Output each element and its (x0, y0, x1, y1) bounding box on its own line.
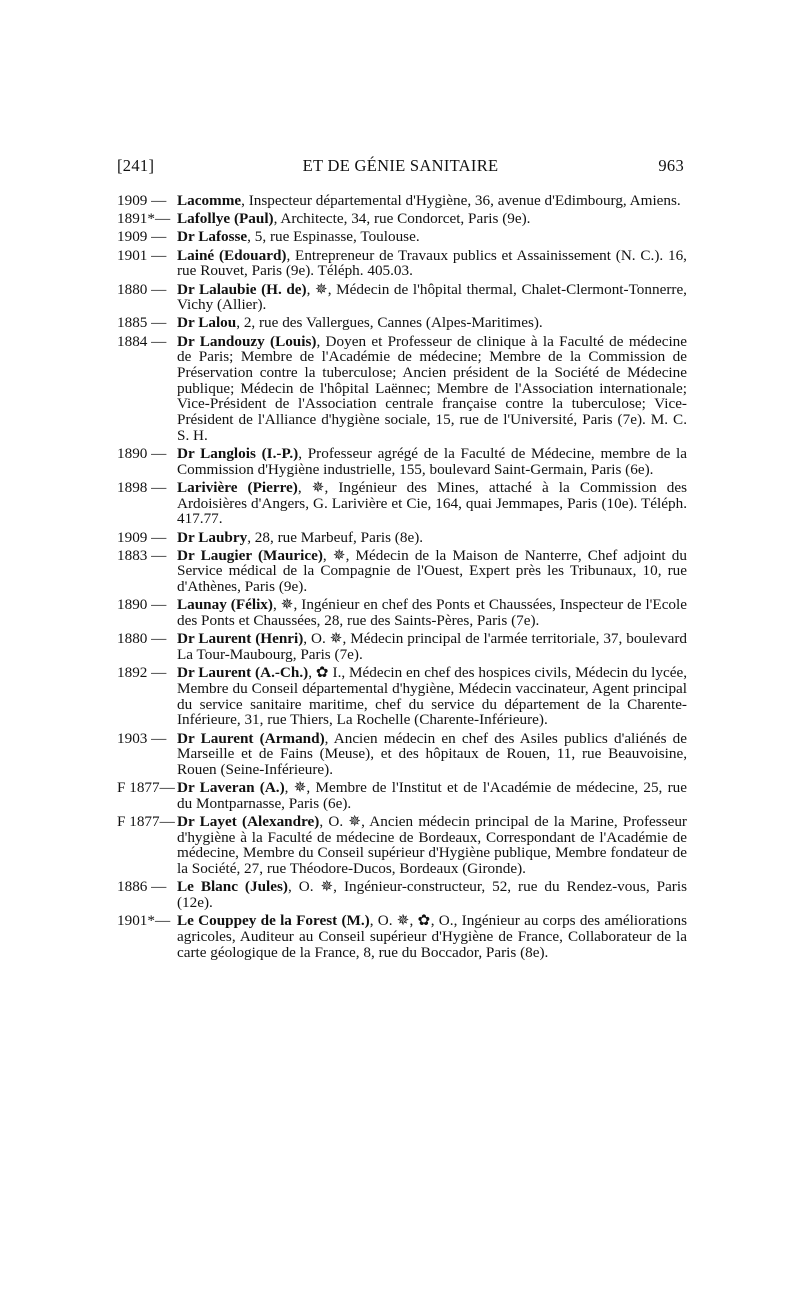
entry-details: , ✵, Médecin de la Maison de Nanterre, Chef adjoint du Service médical de la Compagnie de l'Ouest, Expert près les Tribunaux, 10, rue d'Athènes, Paris (9e). (177, 546, 687, 596)
member-entry (117, 530, 687, 546)
entry-body (177, 229, 687, 245)
entry-name: Dr Laugier (Maurice) (177, 546, 323, 564)
entry-name: Launay (Félix) (177, 596, 273, 614)
entry-body (177, 334, 687, 444)
entry-year: 1901*— (117, 912, 171, 930)
member-entry (117, 480, 687, 527)
entry-body (177, 480, 687, 527)
entry-body (177, 597, 687, 628)
entry-name: Dr Laveran (A.) (177, 779, 285, 797)
entry-details: , 5, rue Espinasse, Toulouse. (247, 228, 420, 246)
entry-details: , Doyen et Professeur de clinique à la Faculté de médecine de Paris; Membre de l'Académie de médecine; Membre de la Commission de Préservation contre la tuberculose; Ancien président de la Société de Médecine publique; Médecin de l'hôpital Laënnec; Membre de l'Association internationale; Vice-Président de l'Association centrale française contre la tuberculose; Vice-Président de l'Alliance d'hygiène sociale, 15, rue de l'Université, Paris (7e). M. C. S. H. (177, 332, 687, 444)
entry-details: , Professeur agrégé de la Faculté de Médecine, membre de la Commission d'Hygiène industrielle, 155, boulevard Saint-Germain, Paris (6e). (177, 445, 688, 478)
entry-year: 1909 — (117, 228, 167, 246)
member-entry (117, 814, 687, 877)
entry-details: , ✵, Membre de l'Institut et de l'Académie de médecine, 25, rue du Montparnasse, Paris (6e). (177, 779, 687, 812)
entry-name: Le Couppey de la Forest (M.) (177, 912, 370, 930)
running-header (117, 156, 684, 178)
member-entry (117, 334, 687, 444)
entry-details: , O. ✵, Ingénieur-constructeur, 52, rue du Rendez-vous, Paris (12e). (177, 878, 687, 912)
entry-year: 1880 — (117, 280, 167, 298)
member-entry (117, 446, 687, 477)
entry-details: , O. ✵, Ancien médecin principal de la Marine, Professeur d'hygiène à la Faculté de médecine de Bordeaux, Correspondant de l'Académie de médecine, Membre du Conseil supérieur d'Hygiène publique, Membre fondateur de la Société, 27, rue Théodore-Ducos, Bordeaux (Gironde). (177, 813, 687, 878)
entry-details: , O. ✵, ✿, O., Ingénieur au corps des améliorations agricoles, Auditeur au Conseil supérieur d'Hygiène de France, Collaborateur de la carte géologique de la France, 8, rue du Boccador, Paris (8e). (177, 912, 687, 961)
member-entry (117, 229, 687, 245)
entry-details: , Entrepreneur de Travaux publics et Assainissement (N. C.). 16, rue Rouvet, Paris (9e). Téléph. 405.03. (177, 246, 687, 280)
entry-body (177, 211, 687, 227)
entry-year: 1901 — (117, 246, 167, 264)
member-entry (117, 731, 687, 778)
entry-year: 1909 — (117, 528, 167, 546)
entry-year: 1892 — (117, 664, 167, 682)
entry-year: 1886 — (117, 878, 167, 896)
member-entry (117, 913, 687, 960)
entry-details: , Ancien médecin en chef des Asiles publics d'aliénés de Marseille et de Fains (Meuse), et des hôpitaux de Rouen, 11, rue Beauvoisine, Rouen (Seine-Inférieure). (177, 729, 687, 778)
entry-year: 1891*— (117, 210, 171, 228)
entry-year: 1885 — (117, 314, 167, 332)
entry-body (177, 193, 687, 209)
member-entry (117, 548, 687, 595)
entry-details: , ✿ I., Médecin en chef des hospices civils, Médecin du lycée, Membre du Conseil départemental d'hygiène, Médecin vaccinateur, Agent principal du service sanitaire maritime, chef du service du département de la Charente-Inférieure, 31, rue Thiers, La Rochelle (Charente-Inférieure). (177, 664, 687, 729)
entry-body (177, 665, 687, 728)
entry-year: F 1877— (117, 813, 175, 831)
entry-details: , 28, rue Marbeuf, Paris (8e). (247, 528, 424, 546)
entry-name: Le Blanc (Jules) (177, 878, 288, 896)
member-list (117, 193, 687, 963)
page-number: 963 (658, 156, 684, 175)
entry-details: , 2, rue des Vallergues, Cannes (Alpes-Maritimes). (236, 314, 543, 332)
entry-body (177, 913, 687, 960)
member-entry (117, 879, 687, 910)
entry-year: 1883 — (117, 546, 167, 564)
entry-name: Dr Laubry (177, 528, 248, 546)
entry-year: 1903 — (117, 729, 167, 747)
entry-details: , ✵, Ingénieur des Mines, attaché à la Commission des Ardoisières d'Angers, G. Larivière et Cie, 164, quai Jemmapes, Paris (10e). Téléph. 417.77. (177, 478, 688, 528)
entry-body (177, 731, 687, 778)
entry-body (177, 780, 687, 811)
entry-name: Dr Laurent (Armand) (177, 729, 325, 747)
entry-details: , ✵, Ingénieur en chef des Ponts et Chaussées, Inspecteur de l'Ecole des Ponts et Chaussées, 28, rue des Saints-Pères, Paris (7e). (177, 596, 687, 630)
entry-year: 1890 — (117, 445, 167, 463)
member-entry (117, 193, 687, 209)
entry-name: Lainé (Edouard) (177, 246, 287, 264)
entry-name: Lacomme (177, 192, 242, 209)
entry-year: 1898 — (117, 478, 167, 496)
entry-name: Dr Laurent (A.-Ch.) (177, 664, 309, 682)
running-title: ET DE GÉNIE SANITAIRE (302, 156, 499, 175)
entry-name: Dr Landouzy (Louis) (177, 332, 317, 350)
member-entry (117, 248, 687, 279)
member-entry (117, 597, 687, 628)
entry-body (177, 814, 687, 877)
entry-name: Dr Lafosse (177, 228, 248, 246)
member-entry (117, 780, 687, 811)
entry-year: F 1877— (117, 779, 175, 797)
member-entry (117, 282, 687, 313)
entry-details: , Inspecteur départemental d'Hygiène, 36, avenue d'Edimbourg, Amiens. (241, 192, 681, 209)
entry-year: 1880 — (117, 630, 167, 648)
entry-details: , Architecte, 34, rue Condorcet, Paris (9e). (273, 210, 531, 228)
entry-body (177, 548, 687, 595)
entry-name: Dr Langlois (I.-P.) (177, 445, 299, 463)
member-entry (117, 211, 687, 227)
entry-body (177, 282, 687, 313)
entry-details: , ✵, Médecin de l'hôpital thermal, Chalet-Clermont-Tonnerre, Vichy (Allier). (177, 280, 687, 314)
entry-body (177, 879, 687, 910)
entry-name: Larivière (Pierre) (177, 478, 298, 496)
entry-details: , O. ✵, Médecin principal de l'armée territoriale, 37, boulevard La Tour-Maubourg, Paris (7e). (177, 630, 687, 663)
entry-body (177, 248, 687, 279)
member-entry (117, 665, 687, 728)
entry-name: Dr Lalaubie (H. de) (177, 280, 307, 298)
entry-name: Dr Laurent (Henri) (177, 630, 304, 648)
entry-name: Lafollye (Paul) (177, 210, 274, 228)
entry-body (177, 315, 687, 331)
member-entry (117, 315, 687, 331)
page-reference: [241] (117, 156, 155, 175)
entry-name: Dr Lalou (177, 314, 237, 332)
member-entry (117, 631, 687, 662)
entry-year: 1890 — (117, 596, 167, 614)
entry-name: Dr Layet (Alexandre) (177, 813, 320, 831)
entry-year: 1909 — (117, 192, 167, 209)
entry-body (177, 530, 687, 546)
entry-body (177, 631, 687, 662)
entry-year: 1884 — (117, 332, 167, 350)
entry-body (177, 446, 687, 477)
